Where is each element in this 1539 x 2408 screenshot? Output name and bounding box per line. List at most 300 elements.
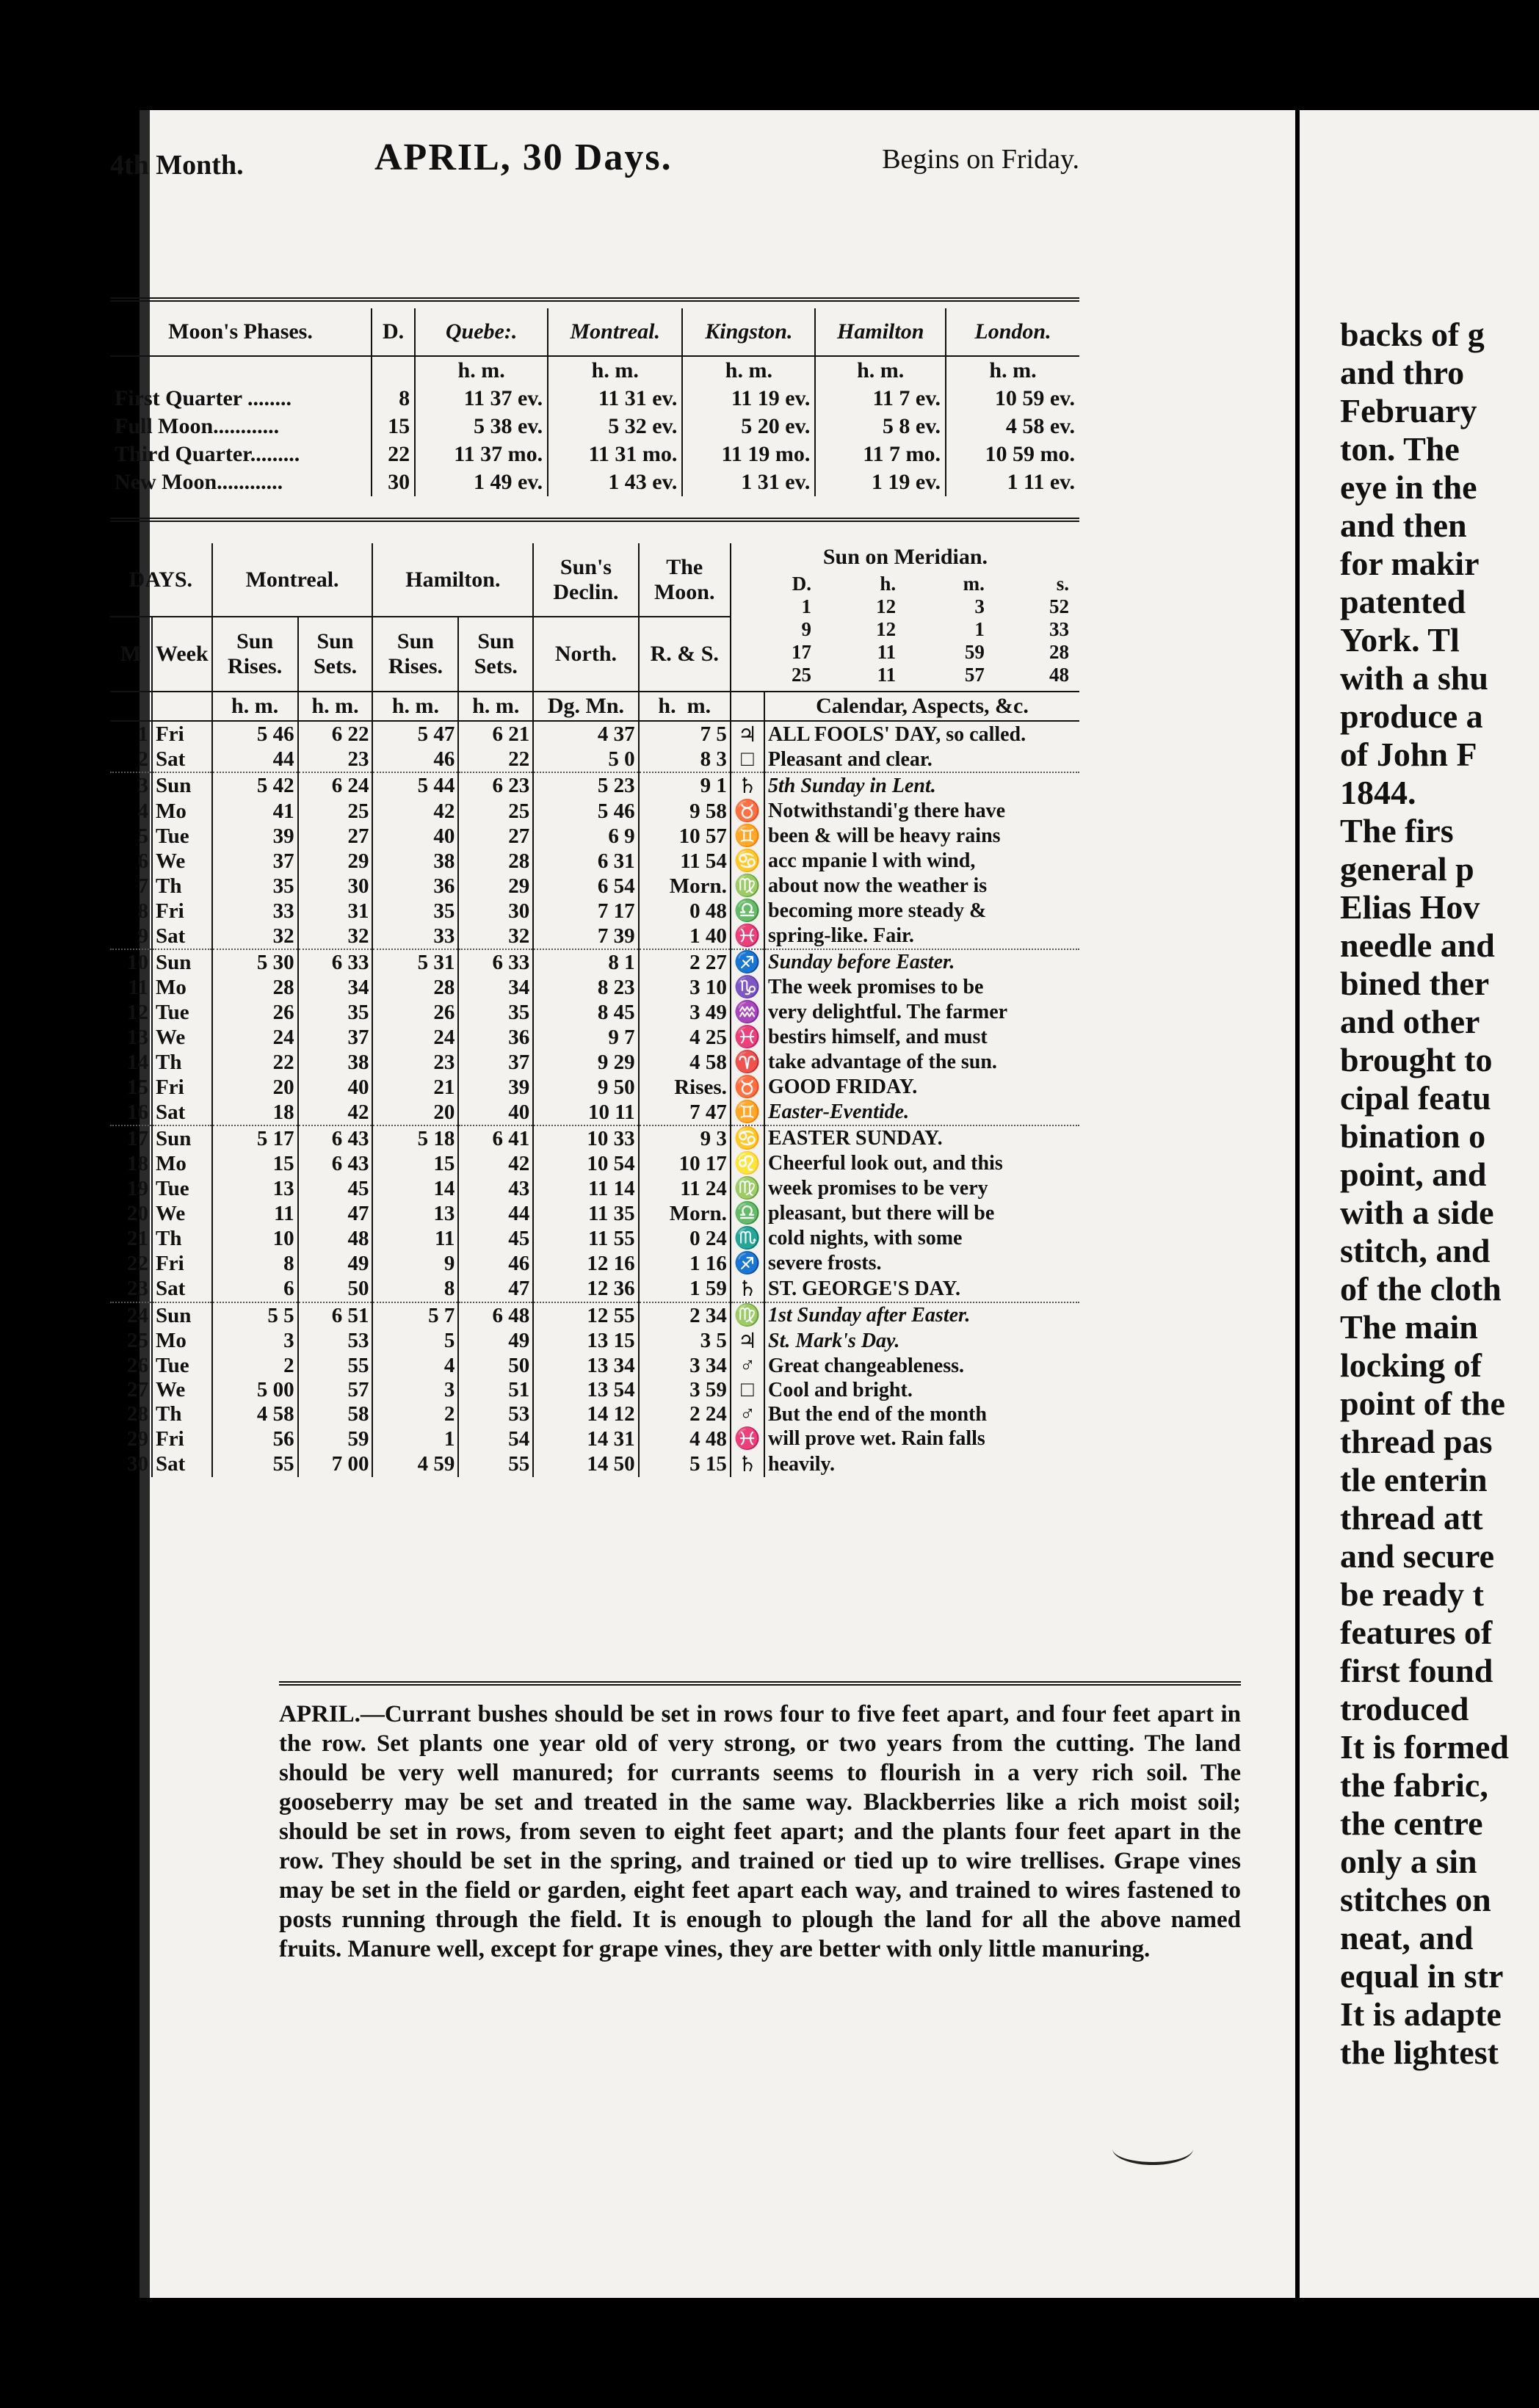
week-header: Week: [152, 617, 212, 692]
phase-unit: h. m.: [989, 358, 1037, 382]
begins-on: Begins on Friday.: [882, 144, 1079, 175]
april-note-paragraph: APRIL.—Currant bushes should be set in rows four to five feet apart, and four feet apart in the row. Set plants one year old of very strong, or two years from the cutting. The land should be very well manured; for currants seems to flourish in a very rich soil. The gooseberry may be set and treated in the same way. Blackberries like a rich moist soil; should be set in rows, from seven to eight feet apart; and the plants four feet apart in the row. They should be set in the spring, and trained or tied up to wire trellises. Grape vines may be set in the field or garden, eight feet apart each way, and trained to wires fastened to posts running through the field. It is enough to plough the land for all the above named fruits. Manure well, except for grape vines, they are better with only little manuring.: [279, 1701, 1241, 1962]
declination: 5 46: [533, 799, 638, 824]
hamilton-sunrise: 35: [372, 899, 458, 924]
day-number: 15: [110, 1075, 152, 1100]
phase-time: 15: [372, 413, 415, 440]
declination: 8 23: [533, 975, 638, 1000]
montreal-sunrise: 26: [212, 1000, 298, 1025]
phase-time: 1 43 ev.: [548, 468, 682, 496]
phase-time: 10 59 mo.: [985, 442, 1075, 466]
montreal-sunset: 50: [298, 1276, 373, 1302]
declination: 11 35: [533, 1201, 638, 1226]
montreal-sunset: 42: [298, 1100, 373, 1125]
weekday: Th: [152, 1050, 212, 1075]
hamilton-sunset: 45: [458, 1226, 533, 1251]
phase-unit: h. m.: [415, 356, 548, 385]
adjacent-text-line: with a shu: [1340, 659, 1488, 697]
hamilton-sunrise: 21: [372, 1075, 458, 1100]
hamilton-sunrise: 8: [372, 1276, 458, 1302]
meridian-block: [731, 543, 1079, 692]
aspect-symbol: ♂: [731, 1402, 764, 1426]
montreal-sunrise: 33: [212, 899, 298, 924]
day-row: [110, 721, 1079, 747]
hamilton-sunset: 32: [458, 924, 533, 949]
calendar-note: will prove wet. Rain falls: [768, 1427, 985, 1450]
page-title: APRIL, 30 Days.: [374, 137, 673, 178]
hamilton-sunset: 36: [458, 1025, 533, 1050]
hamilton-sunset: 55: [458, 1451, 533, 1477]
montreal-sunset: 34: [298, 975, 373, 1000]
moon-phases-table: [110, 308, 1079, 496]
adjacent-text-line: Elias Hov: [1340, 888, 1480, 926]
phase-time: 1 31 ev.: [682, 468, 815, 496]
day-row: [110, 1125, 1079, 1151]
weekday: We: [152, 1201, 212, 1226]
montreal-sunrise: 6: [212, 1276, 298, 1302]
montreal-sunset: 6 24: [298, 772, 373, 799]
montreal-sunset: 53: [298, 1328, 373, 1354]
unit-hm-4: h. m.: [458, 692, 533, 721]
adjacent-text-line: York. Tl: [1340, 621, 1460, 659]
calendar-note: But the end of the month: [768, 1402, 987, 1426]
weekday: Fri: [152, 1075, 212, 1100]
adjacent-text-line: eye in the: [1340, 468, 1477, 506]
montreal-sunset: 6 33: [298, 949, 373, 975]
day-row: [110, 1302, 1079, 1328]
adjacent-text-line: and secure: [1340, 1537, 1494, 1575]
montreal-sunset: 35: [298, 1000, 373, 1025]
calendar-note: ALL FOOLS' DAY, so called.: [768, 722, 1026, 746]
hamilton-sunset: 34: [458, 975, 533, 1000]
moon-rise-set: 11 54: [639, 849, 731, 874]
weekday: Mo: [152, 1328, 212, 1354]
aspect-symbol: ♎: [731, 899, 764, 924]
phase-unit: [372, 356, 415, 385]
meridian-cell: 12: [876, 595, 897, 617]
hamilton-sunset: 27: [458, 824, 533, 849]
calendar-note: Cool and bright.: [768, 1378, 913, 1401]
adjacent-text-line: with a side: [1340, 1194, 1494, 1231]
weekday: Fri: [152, 721, 212, 747]
weekday: Sun: [152, 949, 212, 975]
montreal-sunrise: 15: [212, 1151, 298, 1176]
aspect-symbol: ♓: [731, 924, 764, 949]
montreal-sunset: 37: [298, 1025, 373, 1050]
phase-time: 5 8 ev.: [815, 413, 946, 440]
day-number: 7: [110, 874, 152, 899]
adjacent-text-line: locking of: [1340, 1346, 1482, 1384]
hamilton-sunset: 6 21: [458, 721, 533, 747]
phase-time: 1 19 ev.: [815, 468, 946, 496]
montreal-sunrise: 37: [212, 849, 298, 874]
weekday: Tue: [152, 1354, 212, 1378]
unit-hm-2: h. m.: [298, 692, 373, 721]
day-number: 29: [110, 1426, 152, 1451]
montreal-sunset: 55: [298, 1354, 373, 1378]
hamilton-sunrise: 38: [372, 849, 458, 874]
phase-time: 30: [372, 468, 415, 496]
hamilton-sunrise: 5 47: [372, 721, 458, 747]
montreal-sets-header: Sun Sets.: [298, 617, 373, 692]
aspect-symbol: ♊: [731, 824, 764, 849]
day-number: 10: [110, 949, 152, 975]
calendar-note: ST. GEORGE'S DAY.: [768, 1277, 960, 1300]
hamilton-sunset: 28: [458, 849, 533, 874]
adjacent-text-line: The firs: [1340, 812, 1454, 849]
aspect-symbol: ♄: [731, 772, 764, 799]
aspect-symbol: ♎: [731, 1201, 764, 1226]
aspect-symbol: □: [731, 1378, 764, 1402]
adjacent-text-line: 1844.: [1340, 774, 1416, 811]
meridian-cell: 59: [964, 641, 985, 663]
moon-rise-set: 2 34: [639, 1302, 731, 1328]
day-row: [110, 1354, 1079, 1378]
adjacent-text-line: equal in str: [1340, 1957, 1504, 1995]
meridian-cell: 1: [801, 595, 812, 617]
adjacent-text-line: features of: [1340, 1614, 1493, 1651]
aspect-symbol: ♉: [731, 799, 764, 824]
meridian-cell: 9: [801, 618, 812, 640]
montreal-sunset: 6 43: [298, 1125, 373, 1151]
moon-rise-set: 9 3: [639, 1125, 731, 1151]
calendar-note: 1st Sunday after Easter.: [764, 1302, 1079, 1328]
hamilton-sunrise: 1: [372, 1426, 458, 1451]
hamilton-sunset: 6 33: [458, 949, 533, 975]
day-row: [110, 1000, 1079, 1025]
declination: 6 9: [533, 824, 638, 849]
weekday: Th: [152, 874, 212, 899]
adjacent-text-line: troduced: [1340, 1690, 1469, 1727]
meridian-cell: 57: [964, 664, 985, 686]
moon-rise-set: Rises.: [639, 1075, 731, 1100]
phase-col-london: London.: [946, 308, 1079, 356]
calendar-note: Sunday before Easter.: [764, 949, 1079, 975]
moon-rise-set: 10 57: [639, 824, 731, 849]
meridian-cell: 11: [877, 641, 897, 663]
hamilton-sunset: 6 48: [458, 1302, 533, 1328]
table-bottom-rule: [279, 1681, 1241, 1686]
weekday: Mo: [152, 975, 212, 1000]
day-number: 3: [110, 772, 152, 799]
montreal-sunrise: 10: [212, 1226, 298, 1251]
phases-rule: [110, 518, 1079, 522]
hamilton-sunrise: 26: [372, 1000, 458, 1025]
montreal-sunrise: 55: [212, 1451, 298, 1477]
hamilton-sunrise: 3: [372, 1378, 458, 1402]
day-number: 21: [110, 1226, 152, 1251]
meridian-cell: 1: [974, 618, 985, 640]
moon-rise-set: Morn.: [639, 874, 731, 899]
aspect-symbol: ♋: [731, 849, 764, 874]
declination: 4 37: [533, 721, 638, 747]
moon-rise-set: 3 10: [639, 975, 731, 1000]
aspect-symbol: ♌: [731, 1151, 764, 1176]
hamilton-sunset: 39: [458, 1075, 533, 1100]
adjacent-text-line: the fabric,: [1340, 1766, 1488, 1804]
declination: 5 0: [533, 747, 638, 772]
calendar-note: acc mpanie l with wind,: [768, 849, 976, 872]
calendar-table: [110, 543, 1079, 1477]
phase-time: 5 20 ev.: [682, 413, 815, 440]
hamilton-sunrise: 24: [372, 1025, 458, 1050]
aspect-symbol: ♃: [731, 721, 764, 747]
montreal-sunrise: 32: [212, 924, 298, 949]
montreal-sunset: 47: [298, 1201, 373, 1226]
hamilton-sunset: 44: [458, 1201, 533, 1226]
adjacent-page-text: [1340, 316, 1539, 2072]
weekday: Sat: [152, 924, 212, 949]
montreal-sunset: 6 51: [298, 1302, 373, 1328]
calendar-note: about now the weather is: [768, 874, 988, 897]
meridian-cell: 28: [1049, 641, 1069, 663]
day-row: [110, 1100, 1079, 1125]
hamilton-sunset: 53: [458, 1402, 533, 1426]
hamilton-sunset: 46: [458, 1251, 533, 1276]
phase-row: [110, 440, 1079, 468]
hamilton-rises-header: Sun Rises.: [372, 617, 458, 692]
adjacent-text-line: and then: [1340, 507, 1467, 544]
montreal-sunset: 29: [298, 849, 373, 874]
meridian-cell: 17: [792, 641, 812, 663]
moon-rise-set: 7 47: [639, 1100, 731, 1125]
adjacent-text-line: stitches on: [1340, 1881, 1491, 1918]
phase-time: 11 37 mo.: [415, 440, 548, 468]
meridian-cell: 25: [792, 664, 812, 686]
hamilton-sunrise: 5: [372, 1328, 458, 1354]
montreal-sunrise: 28: [212, 975, 298, 1000]
montreal-sunrise: 2: [212, 1354, 298, 1378]
phase-time: 4 58 ev.: [1005, 414, 1075, 438]
phase-col-quebec: Quebe:.: [415, 308, 548, 356]
day-number: 17: [110, 1125, 152, 1151]
day-row: [110, 1451, 1079, 1477]
day-row: [110, 1378, 1079, 1402]
calendar-note: cold nights, with some: [768, 1227, 963, 1250]
day-number: 25: [110, 1328, 152, 1354]
aspect-symbol: ♄: [731, 1451, 764, 1477]
adjacent-text-line: for makir: [1340, 545, 1480, 582]
montreal-sunrise: 44: [212, 747, 298, 772]
aspect-symbol: ♋: [731, 1125, 764, 1151]
hamilton-sunset: 42: [458, 1151, 533, 1176]
moon-rise-set: 10 17: [639, 1151, 731, 1176]
montreal-sunset: 38: [298, 1050, 373, 1075]
weekday: Tue: [152, 1176, 212, 1201]
meridian-cell: 11: [877, 664, 897, 686]
montreal-sunrise: 5 00: [212, 1378, 298, 1402]
weekday: Sun: [152, 1302, 212, 1328]
north-header: North.: [533, 617, 638, 692]
montreal-sunset: 57: [298, 1378, 373, 1402]
montreal-sunrise: 5 30: [212, 949, 298, 975]
day-row: [110, 799, 1079, 824]
calendar-note: pleasant, but there will be: [768, 1202, 995, 1225]
montreal-sunrise: 22: [212, 1050, 298, 1075]
calendar-note: St. Mark's Day.: [768, 1329, 900, 1352]
hamilton-sunset: 51: [458, 1378, 533, 1402]
adjacent-text-line: point, and: [1340, 1156, 1487, 1193]
phase-unit: h. m.: [815, 356, 946, 385]
adjacent-text-line: It is formed: [1340, 1728, 1509, 1766]
calendar-note: EASTER SUNDAY.: [764, 1125, 1079, 1151]
phase-time: 1 11 ev.: [1007, 470, 1075, 494]
day-row: [110, 1176, 1079, 1201]
declination: 7 17: [533, 899, 638, 924]
declination: 9 29: [533, 1050, 638, 1075]
phase-unit-row: [110, 356, 1079, 385]
weekday: Sat: [152, 1276, 212, 1302]
phase-row: [110, 385, 1079, 413]
phase-time: 11 7 mo.: [815, 440, 946, 468]
day-number: 22: [110, 1251, 152, 1276]
declination: 6 54: [533, 874, 638, 899]
hamilton-sunrise: 9: [372, 1251, 458, 1276]
montreal-sunset: 23: [298, 747, 373, 772]
moon-rise-set: 2 27: [639, 949, 731, 975]
montreal-rises-header: Sun Rises.: [212, 617, 298, 692]
calendar-note: GOOD FRIDAY.: [768, 1076, 918, 1098]
moon-rise-set: 3 59: [639, 1378, 731, 1402]
day-row: [110, 1276, 1079, 1302]
declination: 5 23: [533, 772, 638, 799]
aspect-symbol: ♏: [731, 1226, 764, 1251]
adjacent-text-line: point of the: [1340, 1385, 1505, 1422]
meridian-cell: 12: [876, 618, 897, 640]
day-row: [110, 772, 1079, 799]
meridian-cell: s.: [1056, 573, 1069, 595]
phase-col-hamilton: Hamilton: [815, 308, 946, 356]
day-row: [110, 824, 1079, 849]
adjacent-text-line: February: [1340, 392, 1477, 429]
day-row: [110, 1050, 1079, 1075]
moon-rise-set: Morn.: [639, 1201, 731, 1226]
weekday: Mo: [152, 1151, 212, 1176]
adjacent-text-line: patented: [1340, 583, 1466, 620]
phase-unit: h. m.: [682, 356, 815, 385]
day-number: 27: [110, 1378, 152, 1402]
adjacent-text-line: thread att: [1340, 1499, 1483, 1537]
hamilton-sunrise: 5 18: [372, 1125, 458, 1151]
day-row: [110, 747, 1079, 772]
weekday: We: [152, 849, 212, 874]
montreal-header: Montreal.: [212, 543, 373, 617]
calendar-note: been & will be heavy rains: [768, 824, 1001, 847]
days-header: DAYS.: [110, 543, 212, 617]
day-number: 30: [110, 1451, 152, 1477]
montreal-sunset: 7 00: [298, 1451, 373, 1477]
montreal-sunset: 31: [298, 899, 373, 924]
moon-rise-set: 5 15: [639, 1451, 731, 1477]
hamilton-sunrise: 4 59: [372, 1451, 458, 1477]
day-row: [110, 1201, 1079, 1226]
calendar-note: Cheerful look out, and this: [768, 1152, 1003, 1175]
moon-rise-set: 3 5: [639, 1328, 731, 1354]
declination: 7 39: [533, 924, 638, 949]
hamilton-sunrise: 2: [372, 1402, 458, 1426]
day-number: 8: [110, 899, 152, 924]
aspect-symbol: ♍: [731, 1302, 764, 1328]
hamilton-sunset: 40: [458, 1100, 533, 1125]
hamilton-sunset: 43: [458, 1176, 533, 1201]
montreal-sunrise: 11: [212, 1201, 298, 1226]
moon-rise-set: 2 24: [639, 1402, 731, 1426]
adjacent-text-line: bined ther: [1340, 965, 1490, 1002]
moon-rise-set: 11 24: [639, 1176, 731, 1201]
day-number: 13: [110, 1025, 152, 1050]
weekday: Fri: [152, 899, 212, 924]
montreal-sunset: 30: [298, 874, 373, 899]
calendar-note: becoming more steady &: [768, 899, 987, 922]
adjacent-text-line: neat, and: [1340, 1919, 1474, 1956]
declination: 12 55: [533, 1302, 638, 1328]
moon-rise-set: 1 59: [639, 1276, 731, 1302]
hamilton-sunrise: 46: [372, 747, 458, 772]
day-row: [110, 975, 1079, 1000]
hamilton-sunset: 37: [458, 1050, 533, 1075]
adjacent-text-line: ton. The: [1340, 430, 1460, 468]
hamilton-sunset: 35: [458, 1000, 533, 1025]
declination: 10 11: [533, 1100, 638, 1125]
day-row: [110, 1251, 1079, 1276]
montreal-sunset: 45: [298, 1176, 373, 1201]
moon-rise-set: 4 58: [639, 1050, 731, 1075]
hamilton-sunrise: 28: [372, 975, 458, 1000]
aspect-symbol: ♊: [731, 1100, 764, 1125]
hamilton-sunset: 49: [458, 1328, 533, 1354]
montreal-sunrise: 41: [212, 799, 298, 824]
weekday: Tue: [152, 1000, 212, 1025]
day-number: 26: [110, 1354, 152, 1378]
aspect-symbol: □: [731, 747, 764, 772]
hamilton-sunset: 6 41: [458, 1125, 533, 1151]
phase-time: 11 7 ev.: [815, 385, 946, 413]
aspect-symbol: ♍: [731, 1176, 764, 1201]
phase-time: 1 49 ev.: [415, 468, 548, 496]
hamilton-sunrise: 14: [372, 1176, 458, 1201]
phase-time: 11 19 mo.: [682, 440, 815, 468]
declination: 11 14: [533, 1176, 638, 1201]
adjacent-text-line: and other: [1340, 1003, 1480, 1040]
hamilton-sunrise: 5 31: [372, 949, 458, 975]
declination: 13 15: [533, 1328, 638, 1354]
montreal-sunrise: 5 42: [212, 772, 298, 799]
calendar-note: Notwithstandi'g there have: [768, 799, 1006, 822]
declination: 10 33: [533, 1125, 638, 1151]
montreal-sunrise: 8: [212, 1251, 298, 1276]
hamilton-sunrise: 13: [372, 1201, 458, 1226]
moon-rise-set: 7 5: [639, 721, 731, 747]
day-number: 16: [110, 1100, 152, 1125]
montreal-sunrise: 5 5: [212, 1302, 298, 1328]
montreal-sunset: 6 43: [298, 1151, 373, 1176]
weekday: Mo: [152, 799, 212, 824]
day-row: [110, 1426, 1079, 1451]
day-number: 20: [110, 1201, 152, 1226]
phase-name: Third Quarter.........: [110, 440, 372, 468]
phase-time: 8: [372, 385, 415, 413]
pen-mark: [1112, 2133, 1193, 2165]
weekday: Sun: [152, 772, 212, 799]
calendar-note: spring-like. Fair.: [768, 924, 914, 947]
phase-time: 5 38 ev.: [415, 413, 548, 440]
montreal-sunset: 6 22: [298, 721, 373, 747]
phase-name: Full Moon............: [110, 413, 372, 440]
day-row: [110, 899, 1079, 924]
meridian-cell: D.: [792, 573, 812, 595]
hamilton-sunrise: 36: [372, 874, 458, 899]
hamilton-sunset: 29: [458, 874, 533, 899]
